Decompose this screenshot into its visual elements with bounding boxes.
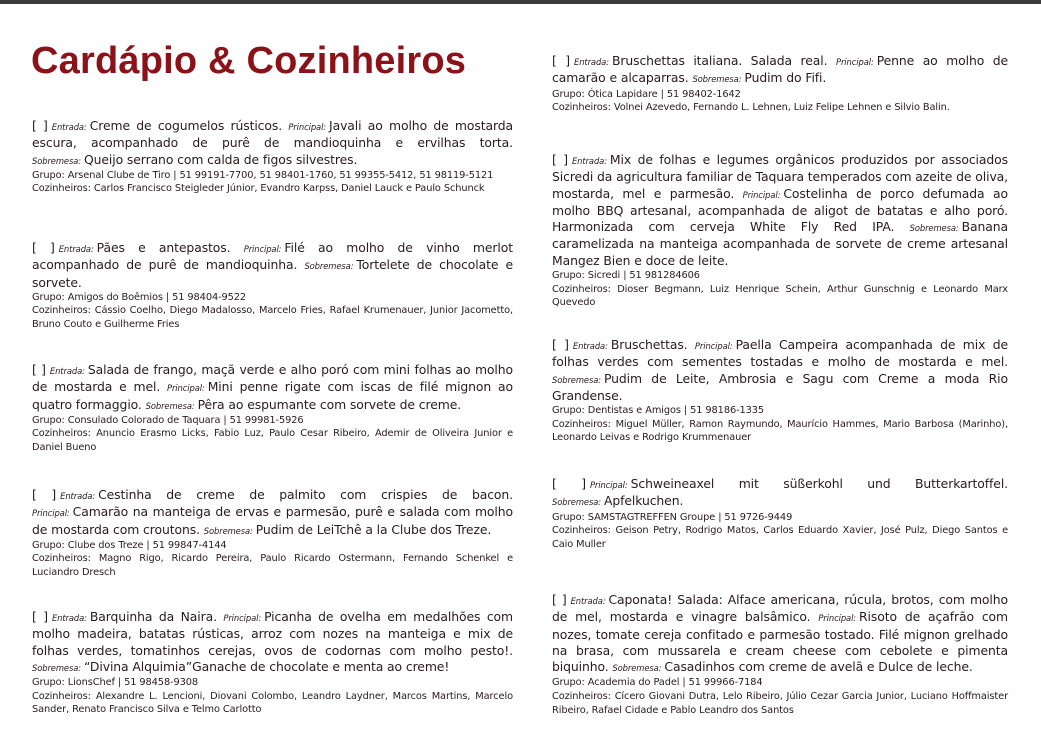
menu-description: [32, 609, 513, 676]
group-name: Academia do Padel: [587, 677, 680, 689]
checkbox[interactable]: [ ]: [552, 592, 567, 607]
checkbox[interactable]: [ ]: [32, 240, 55, 255]
course-label: Entrada:: [58, 244, 94, 254]
group-line: Grupo: SAMSTAGTREFFEN Groupe | 51 9726-9449: [552, 511, 793, 523]
group-label: Grupo:: [32, 414, 65, 426]
cooks-label: Cozinheiros:: [32, 553, 91, 565]
group-label: Grupo:: [32, 677, 65, 689]
course-text: Pudim de Leite, Ambrosia e Sagu com Creme a moda Rio Grandense.: [552, 370, 1008, 403]
course-text: Bruschettas italiana. Salada real.: [611, 53, 828, 68]
group-phone: 51 98404-9522: [172, 291, 247, 303]
course-label: Sobremesa:: [203, 525, 253, 536]
course-text: Costelinha de porco defumada ao molho BBQ artesanal, acompanhada de aligot de batatas e alho poró. Harmonizada com cerveja White Fly Red IPA.: [552, 185, 1008, 235]
course-label: Sobremesa:: [145, 400, 195, 411]
cooks-label: Cozinheiros:: [32, 428, 91, 440]
group-name: LionsChef: [67, 677, 115, 689]
checkbox[interactable]: [ ]: [32, 118, 48, 133]
course-label: Entrada:: [60, 491, 96, 501]
cooks-label: Cozinheiros:: [32, 690, 91, 702]
course-text: Pudim de LeiTchê a la Clube dos Treze.: [255, 521, 492, 537]
group-name: Ótica Lapidare: [587, 88, 658, 100]
course-label: Entrada:: [570, 596, 606, 606]
group-label: Grupo:: [552, 677, 585, 689]
course-label: Principal:: [836, 57, 874, 67]
course-label: Entrada:: [51, 122, 87, 132]
cooks-line: [32, 690, 513, 717]
course-text: Penne ao molho de camarão e alcaparras.: [552, 53, 1009, 86]
menu-description: [32, 118, 513, 169]
course-label: Entrada:: [574, 57, 609, 67]
group-name: Amigos do Boêmios: [67, 291, 163, 303]
course-text: Bruschettas.: [610, 337, 688, 352]
group-label: Grupo:: [32, 291, 65, 303]
cooks-line: [32, 427, 513, 454]
menu-entry: [32, 118, 513, 196]
menu-description: [552, 53, 1008, 88]
menu-entry: [552, 152, 1008, 310]
course-text: Apfelkuchen.: [603, 493, 684, 509]
group-phone: 51 981284606: [629, 270, 700, 282]
group-phone: 51 99966-7184: [688, 677, 763, 689]
course-label: Principal:: [167, 383, 205, 394]
cooks-label: Cozinheiros:: [32, 183, 91, 195]
course-label: Principal:: [694, 341, 733, 351]
group-line: Grupo: LionsChef | 51 98458-9308: [32, 677, 199, 689]
cooks-names: Anuncio Erasmo Licks, Fabio Luz, Paulo Cesar Ribeiro, Ademir de Oliveira Junior e Daniel Bueno: [32, 428, 513, 454]
group-line: Grupo: Ótica Lapidare | 51 98402-1642: [552, 88, 741, 100]
cooks-names: Dioser Begmann, Luiz Henrique Schein, Arthur Gunschnig e Leonardo Marx Quevedo: [552, 283, 1009, 309]
checkbox[interactable]: [ ]: [552, 476, 586, 491]
menu-entry: [552, 337, 1008, 445]
group-label: Grupo:: [552, 270, 585, 282]
course-label: Sobremesa:: [552, 374, 601, 385]
cooks-names: Geison Petry, Rodrigo Matos, Carlos Eduardo Xavier, José Pulz, Diego Santos e Caio Muller: [552, 525, 1009, 550]
course-text: Schweineaxel mit süßerkohl und Butterkartoffel.: [630, 476, 1009, 491]
course-text: Filé ao molho de vinho merlot acompanhado de purê de mandioquinha.: [32, 240, 513, 273]
course-text: Pães e antepastos.: [96, 240, 231, 255]
group-phone: 51 9726-9449: [724, 511, 793, 523]
cooks-label: Cozinheiros:: [32, 305, 91, 317]
cooks-label: Cozinheiros:: [552, 525, 611, 537]
cooks-line: [552, 283, 1008, 310]
course-text: Picanha de ovelha em medalhões com molho madeira, batatas rústicas, arroz com nozes na manteiga e mix de folhas verdes, tomatinhos cerejas, ovos de codornas com molho pesto!.: [32, 609, 513, 658]
group-line: Grupo: Sicredi | 51 981284606: [552, 270, 700, 282]
cooks-names: Alexandre L. Lencioni, Diovani Colombo, Leandro Laydner, Marcos Martins, Marcelo Sander, Renato Francisco Silva e Telmo Carlotto: [32, 690, 513, 716]
cooks-line: [32, 304, 513, 331]
cooks-names: Volnei Azevedo, Fernando L. Lehnen, Luiz Felipe Lehnen e Silvio Balin.: [613, 102, 950, 114]
group-label: Grupo:: [32, 539, 65, 551]
course-label: Sobremesa:: [304, 261, 354, 272]
group-label: Grupo:: [552, 88, 585, 100]
course-label: Entrada:: [51, 613, 87, 623]
cooks-label: Cozinheiros:: [552, 102, 611, 114]
course-text: Cestinha de creme de palmito com crispies de bacon.: [98, 487, 513, 502]
course-text: Javali ao molho de mostarda escura, acompanhado de purê de mandioquinha e ervilhas torta.: [32, 118, 513, 151]
course-text: Risoto de açafrão com nozes, tomate cereja confitado e parmesão tostado. Filé mignon grelhado na brasa, com mussarela e cream cheese com cebolete e pimenta biquinho.: [552, 609, 1009, 675]
checkbox[interactable]: [ ]: [32, 487, 57, 502]
group-name: Dentistas e Amigos: [587, 405, 681, 417]
group-line: Grupo: Amigos do Boêmios | 51 98404-9522: [32, 291, 247, 303]
course-label: Entrada:: [572, 341, 608, 351]
course-text: Salada de frango, maçã verde e alho poró com mini folhas ao molho de mostarda e mel.: [32, 362, 513, 395]
cooks-names: Miguel Müller, Ramon Raymundo, Maurício Hammes, Mario Barbosa (Marinho), Leonardo Leivas e Rodrigo Krummenauer: [552, 418, 1009, 444]
course-label: Sobremesa:: [32, 155, 81, 166]
cooks-label: Cozinheiros:: [552, 691, 611, 703]
course-text: Camarão na manteiga de ervas e parmesão, purê e salada com molho de mostarda com croutons.: [32, 504, 513, 537]
cooks-names: Magno Rigo, Ricardo Pereira, Paulo Ricardo Ostermann, Fernando Schenkel e Luciandro Dresch: [32, 553, 514, 579]
menu-description: [32, 487, 513, 539]
course-label: Principal:: [742, 189, 781, 200]
group-phone: 51 98186-1335: [690, 405, 765, 417]
course-text: Caponata! Salada: Alface americana, rúcula, brotos, com molho de mel, mostarda e vinagre balsâmico.: [552, 592, 1008, 625]
course-text: Mix de folhas e legumes orgânicos produzidos por associados Sicredi da agricultura familiar de Taquara temperados com azeite de oliva, mostarda, mel e parmesão.: [552, 152, 1009, 201]
cooks-line: [552, 690, 1008, 717]
course-label: Sobremesa:: [909, 223, 959, 234]
cooks-line: [552, 101, 1008, 115]
group-line: Grupo: Dentistas e Amigos | 51 98186-1335: [552, 405, 765, 417]
cooks-label: Cozinheiros:: [552, 283, 611, 295]
course-label: Principal:: [288, 122, 327, 132]
course-label: Entrada:: [49, 366, 85, 376]
checkbox[interactable]: [ ]: [32, 362, 46, 377]
course-text: Barquinha da Naira.: [89, 609, 217, 624]
course-label: Sobremesa:: [32, 662, 81, 673]
menu-entry: [552, 592, 1008, 717]
group-phone: 51 99847-4144: [152, 539, 227, 551]
course-label: Principal:: [32, 508, 70, 519]
menu-entry: [552, 53, 1008, 115]
menu-description: [552, 592, 1008, 676]
menu-description: [552, 337, 1008, 404]
group-phone: 51 98458-9308: [124, 677, 199, 689]
checkbox[interactable]: [ ]: [552, 337, 569, 352]
menu-entry: [32, 240, 513, 332]
menu-description: [552, 476, 1008, 511]
menu-description: [32, 240, 513, 291]
menu-entry: [32, 362, 513, 455]
checkbox[interactable]: [ ]: [552, 152, 568, 167]
course-label: Principal:: [223, 613, 262, 623]
course-label: Principal:: [818, 613, 857, 624]
group-line: Grupo: Arsenal Clube de Tiro | 51 99191-7700, 51 98401-1760, 51 99355-5412, 51 98119-5121: [32, 169, 494, 181]
menu-description: [552, 152, 1008, 269]
course-label: Sobremesa:: [692, 74, 742, 85]
group-label: Grupo:: [552, 405, 585, 417]
course-label: Principal:: [243, 244, 282, 254]
course-label: Entrada:: [571, 156, 607, 166]
menu-entry: [32, 487, 513, 580]
cooks-names: Carlos Francisco Steigleder Júnior, Evandro Karpss, Daniel Lauck e Paulo Schunck: [93, 183, 485, 195]
menu-entry: [32, 609, 513, 717]
group-label: Grupo:: [552, 511, 585, 523]
cooks-names: Cícero Giovani Dutra, Lelo Ribeiro, Júlio Cezar Garcia Junior, Luciano Hoffmaister Ribeiro, Rafael Cidade e Pablo Leandro dos Santos: [552, 691, 1008, 716]
menu-description: [32, 362, 513, 414]
course-text: Casadinhos com creme de avelã e Dulce de leche.: [664, 659, 973, 675]
group-line: Grupo: Academia do Padel | 51 99966-7184: [552, 677, 763, 689]
group-line: Grupo: Clube dos Treze | 51 99847-4144: [32, 539, 227, 551]
course-text: “Divina Alquimia”Ganache de chocolate e menta ao creme!: [83, 658, 450, 674]
page-title: Cardápio & Cozinheiros: [31, 40, 467, 82]
top-bar: [0, 0, 1041, 4]
course-text: Mini penne rigate com iscas de filé mignon ao quatro formaggio.: [32, 379, 513, 412]
course-text: Creme de cogumelos rústicos.: [89, 118, 283, 133]
course-label: Sobremesa:: [612, 663, 662, 674]
group-name: Arsenal Clube de Tiro: [67, 169, 171, 181]
cooks-names: Cássio Coelho, Diego Madalosso, Marcelo Fries, Rafael Krumenauer, Junior Jacometto, Bruno Couto e Guilherme Fries: [32, 305, 513, 331]
checkbox[interactable]: [ ]: [552, 53, 570, 68]
course-text: Banana caramelizada na manteiga acompanhada de sorvete de creme artesanal Mangez Bien e doce de leite.: [552, 219, 1008, 268]
course-text: Tortelete de chocolate e sorvete.: [32, 257, 514, 290]
cooks-line: [552, 524, 1008, 551]
course-text: Pudim do Fifi.: [744, 70, 827, 86]
group-label: Grupo:: [32, 169, 65, 181]
checkbox[interactable]: [ ]: [32, 609, 48, 624]
course-text: Pêra ao espumante com sorvete de creme.: [197, 396, 462, 412]
course-label: Sobremesa:: [552, 497, 601, 508]
group-phone: 51 99191-7700, 51 98401-1760, 51 99355-5412, 51 98119-5121: [179, 169, 494, 181]
course-label: Principal:: [589, 480, 628, 490]
cooks-line: [552, 418, 1008, 445]
group-name: Sicredi: [587, 270, 621, 282]
group-phone: 51 99981-5926: [229, 414, 304, 426]
group-name: Clube dos Treze: [67, 539, 144, 551]
group-line: Grupo: Consulado Colorado de Taquara | 51 99981-5926: [32, 414, 304, 426]
group-name: SAMSTAGTREFFEN Groupe: [587, 511, 716, 523]
group-phone: 51 98402-1642: [666, 88, 741, 100]
group-name: Consulado Colorado de Taquara: [67, 414, 221, 426]
menu-entry: [552, 476, 1008, 551]
cooks-line: [32, 552, 513, 579]
cooks-label: Cozinheiros:: [552, 418, 611, 430]
cooks-line: [32, 182, 513, 196]
course-text: Queijo serrano com calda de figos silvestres.: [83, 151, 358, 167]
course-text: Paella Campeira acompanhada de mix de folhas verdes com sementes tostadas e molho de mostarda e mel.: [552, 337, 1009, 370]
